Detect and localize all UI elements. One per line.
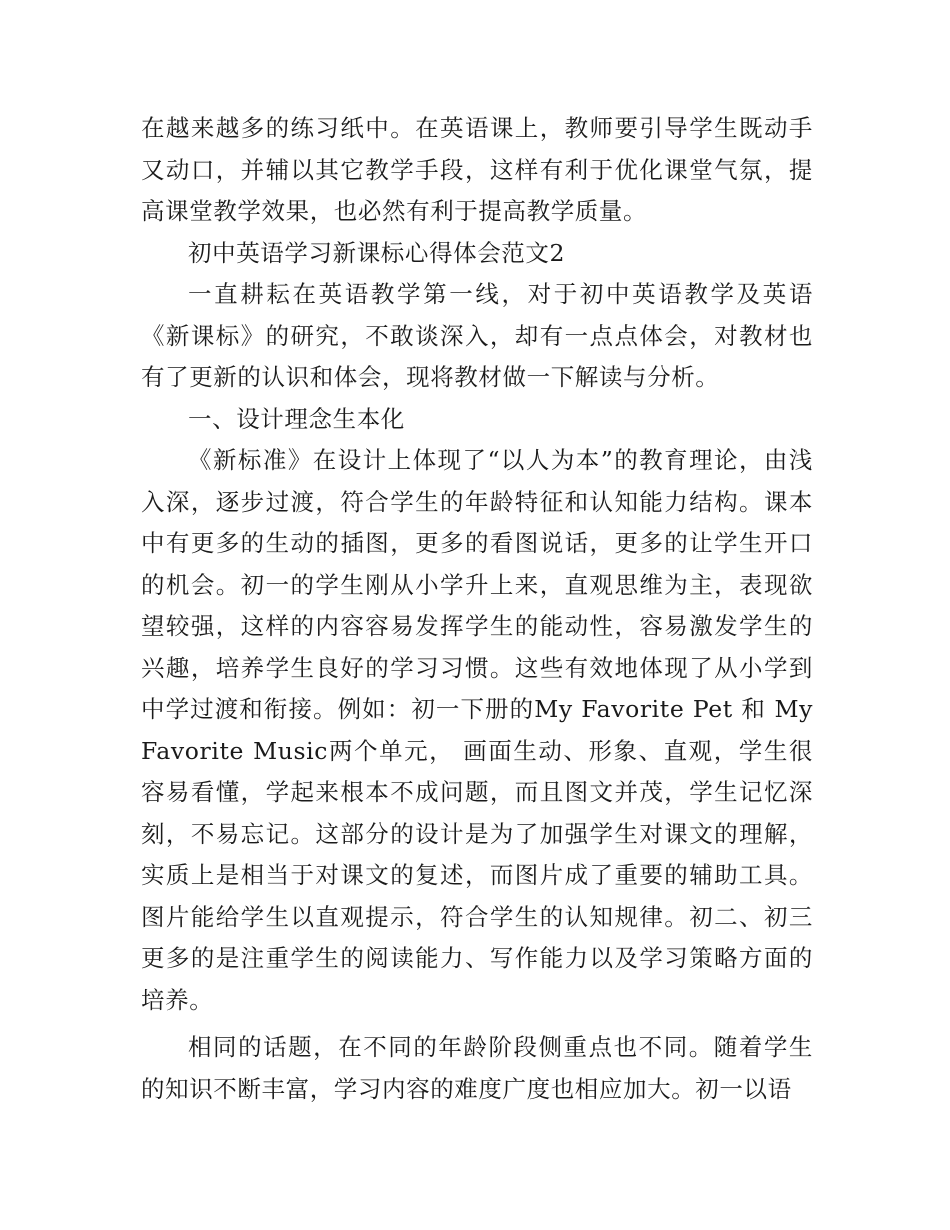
document-body (141, 108, 813, 1110)
section-heading-design-concept: 一、设计理念生本化 (188, 404, 405, 433)
paragraph-new-standard: 《新标准》在设计上体现了“以人为本”的教育理论，由浅入深，逐步过渡，符合学生的年龄特征和认知能力结构。课本中有更多的生动的插图，更多的看图说话，更多的让学生开口的机会。初一的学生刚从小学升上来，直观思维为主，表现欲望较强，这样的内容容易发挥学生的能动性，容易激发学生的兴趣，培养学生良好的学习习惯。这些有效地体现了从小学到中学过渡和衔接。例如：初一下册的My Favorite Pet 和 My Favorite Music两个单元， 画面生动、形象、直观，学生很容易看懂，学起来根本不成问题，而且图文并茂，学生记忆深刻，不易忘记。这部分的设计是为了加强学生对课文的理解，实质上是相当于对课文的复述，而图片成了重要的辅助工具。图片能给学生以直观提示，符合学生的认知规律。初二、初三更多的是注重学生的阅读能力、写作能力以及学习策略方面的培养。 (141, 446, 813, 1014)
section-heading-essay-2: 初中英语学习新课标心得体会范文2 (188, 238, 566, 267)
paragraph-continued: 在越来越多的练习纸中。在英语课上，教师要引导学生既动手又动口，并辅以其它教学手段，这样有利于优化课堂气氛，提高课堂教学效果，也必然有利于提高教学质量。 (141, 114, 813, 225)
paragraph-intro: 一直耕耘在英语教学第一线，对于初中英语教学及英语《新课标》的研究，不敢谈深入，却有一点点体会，对教材也有了更新的认识和体会，现将教材做一下解读与分析。 (141, 280, 813, 391)
paragraph-same-topic: 相同的话题，在不同的年龄阶段侧重点也不同。随着学生的知识不断丰富，学习内容的难度广度也相应加大。初一以语 (141, 1033, 813, 1103)
